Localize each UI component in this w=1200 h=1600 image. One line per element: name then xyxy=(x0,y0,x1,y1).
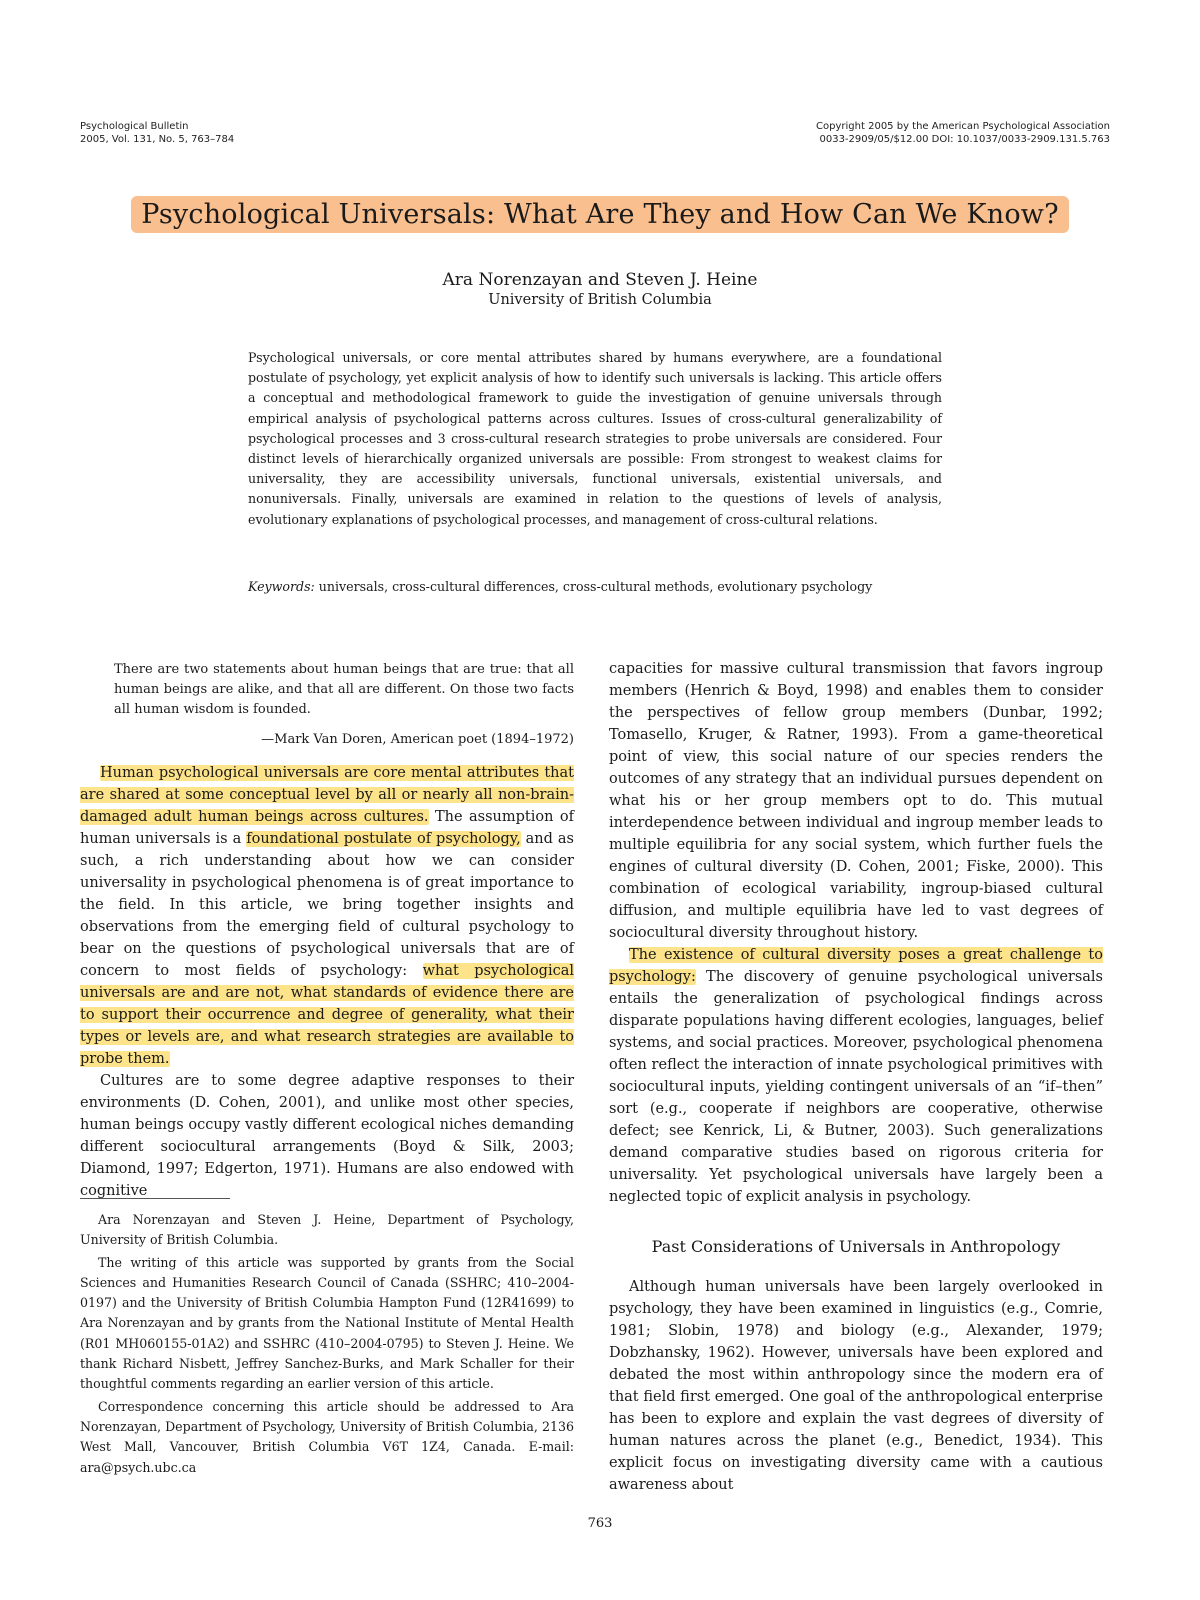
epigraph-attribution: —Mark Van Doren, American poet (1894–1972) xyxy=(261,732,574,747)
footnote-funding: The writing of this article was supported by grants from the Social Sciences and Humanities Research Council of Canada (SSHRC; 410–2004-0197) and the University of British Columbia Hampton Fund (12R41699) to Ara Norenzayan and by grants from the National Institute of Mental Health (R01 MH060155-01A2) and SSHRC (410–2004-0795) to Steven J. Heine. We thank Richard Nisbett, Jeffrey Sanchez-Burks, and Mark Schaller for their thoughtful comments regarding an earlier version of this article. xyxy=(80,1254,574,1392)
body-paragraph: capacities for massive cultural transmission that favors ingroup members (Henrich & Boyd, 1998) and enables them to consider the perspectives of fellow group members (Dunbar, 1992; Tomasello, Kruger, & Ratner, 1993). From a game-theoretical point of view, this social nature of our species renders the outcomes of any strategy that an individual pursues dependent on what his or her group members opt to do. This mutual interdependence between individual and ingroup member leads to multiple equilibria for any social system, which further fuels the engines of cultural diversity (D. Cohen, 2001; Fiske, 2000). This combination of ecological variability, ingroup-biased cultural diffusion, and multiple equilibria have led to vast degrees of sociocultural diversity throughout history. xyxy=(609,661,1103,941)
highlight-questions: what psychological universals are and are not, what standards of evidence there are to support their occurrence and degree of generality, what their types or levels are, and what research strategies are available to probe them. xyxy=(80,963,575,1067)
right-column xyxy=(609,658,1103,1496)
footnote-correspondence: Correspondence concerning this article should be addressed to Ara Norenzayan, Department of Psychology, University of British Columbia, 2136 West Mall, Vancouver, British Columbia V6T 1Z4, Canada. E-mail: ara@psych.ubc.ca xyxy=(80,1398,574,1475)
epigraph-quote: There are two statements about human beings that are true: that all human beings are alike, and that all are different. On those two facts all human wisdom is founded. xyxy=(114,662,574,717)
paragraph-text: The discovery of genuine psychological universals entails the generalization of psychological findings across disparate populations having different ecologies, languages, belief systems, and social practices. Moreover, psychological phenomena often reflect the interaction of innate psychological primitives with sociocultural inputs, yielding contingent universals of an “if–then” sort (e.g., cooperate if neighbors are cooperative, otherwise defect; see Kenrick, Li, & Butner, 2003). Such generalizations demand comparative studies based on rigorous criteria for universality. Yet psychological universals have largely been a neglected topic of explicit analysis in psychology. xyxy=(609,969,1103,1205)
page-number: 763 xyxy=(587,1516,613,1531)
doi-line: 0033-2909/05/$12.00 DOI: 10.1037/0033-2909.131.5.763 xyxy=(819,134,1110,145)
volume-line: 2005, Vol. 131, No. 5, 763–784 xyxy=(80,134,235,145)
affiliation: University of British Columbia xyxy=(488,292,712,308)
highlight-challenge: The existence of cultural diversity poses a great challenge to psychology: xyxy=(609,947,1103,985)
keywords-text: universals, cross-cultural differences, cross-cultural methods, evolutionary psychology xyxy=(314,579,873,594)
intro-paragraph xyxy=(80,762,574,1070)
body-paragraph: Cultures are to some degree adaptive responses to their environments (D. Cohen, 2001), and unlike most other species, human beings occupy vastly different ecological niches demanding different sociocultural arrangements (Boyd & Silk, 2003; Diamond, 1997; Edgerton, 1971). Humans are also endowed with cognitive xyxy=(80,1073,574,1199)
body-paragraph xyxy=(609,944,1103,1208)
body-paragraph: Although human universals have been largely overlooked in psychology, they have been examined in linguistics (e.g., Comrie, 1981; Slobin, 1978) and biology (e.g., Alexander, 1979; Dobzhansky, 1962). However, universals have been explored and debated the most within anthropology since the modern era of that field first emerged. One goal of the anthropological enterprise has been to explore and explain the vast degrees of diversity of human natures across the planet (e.g., Benedict, 1934). This explicit focus on investigating diversity came with a cautious awareness about xyxy=(609,1279,1103,1493)
highlight-definition: Human psychological universals are core mental attributes that are shared at some conceptual level by all or nearly all non-brain-damaged adult human beings across cultures. xyxy=(80,765,574,825)
keywords xyxy=(248,579,942,594)
highlight-postulate: foundational postulate of psychology, xyxy=(246,831,521,847)
section-heading: Past Considerations of Universals in Anthropology xyxy=(651,1237,1061,1256)
title-block xyxy=(0,196,1200,233)
running-header-right xyxy=(816,120,1110,146)
copyright-line: Copyright 2005 by the American Psychological Association xyxy=(816,121,1110,132)
keywords-label: Keywords: xyxy=(248,579,315,594)
left-column xyxy=(80,660,574,1202)
paragraph-text: The assumption of human universals is a xyxy=(80,809,574,847)
journal-name: Psychological Bulletin xyxy=(80,121,189,132)
paragraph-text: and as such, a rich understanding about how we can consider universality in psychological phenomena is of great importance to the field. In this article, we bring together insights and observations from the emerging field of cultural psychology to bear on the questions of psychological universals that are of concern to most fields of psychology: xyxy=(80,831,574,979)
authors: Ara Norenzayan and Steven J. Heine xyxy=(442,270,758,290)
footnote-affiliation: Ara Norenzayan and Steven J. Heine, Department of Psychology, University of British Columbia. xyxy=(80,1212,574,1248)
abstract: Psychological universals, or core mental attributes shared by humans everywhere, are a foundational postulate of psychology, yet explicit analysis of how to identify such universals is lacking. This article offers a conceptual and methodological framework to guide the investigation of genuine universals through empirical analysis of psychological patterns across cultures. Issues of cross-cultural generalizability of psychological processes and 3 cross-cultural research strategies to probe universals are considered. Four distinct levels of hierarchically organized universals are possible: From strongest to weakest claims for universality, they are accessibility universals, functional universals, existential universals, and nonuniversals. Finally, universals are examined in relation to the questions of levels of analysis, evolutionary explanations of psychological processes, and management of cross-cultural relations. xyxy=(248,350,942,527)
running-header-left xyxy=(80,120,234,146)
article-title: Psychological Universals: What Are They and How Can We Know? xyxy=(131,196,1069,233)
footnotes xyxy=(80,1210,574,1480)
